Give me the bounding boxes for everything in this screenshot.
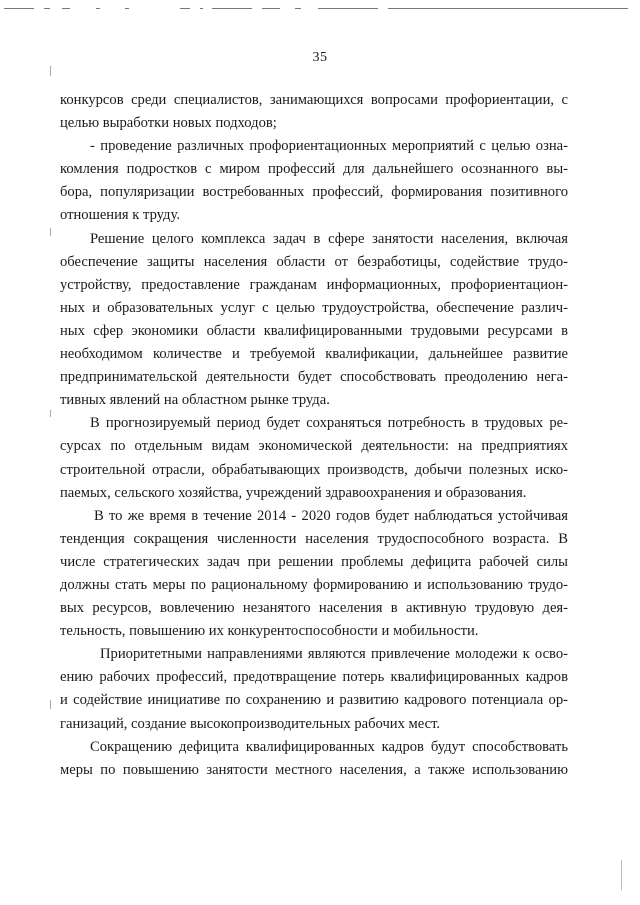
page-number: 35	[312, 50, 328, 65]
text-line: бора, популяризации востребованных профессий, формирования позитивного	[60, 184, 568, 201]
text-line: вых ресурсов, вовлечению незанятого населения в активную трудовую дея-	[60, 600, 568, 617]
paragraph	[60, 643, 568, 735]
paragraph	[60, 736, 568, 782]
text-line: сурсах по отдельным видам экономической деятельности: на предприятиях	[60, 438, 568, 455]
text-line: паемых, сельского хозяйства, учреждений здравоохранения и образования.	[60, 484, 527, 501]
text-line: предпринимательской деятельности будет способствовать преодолению нега-	[60, 369, 568, 386]
text-line: Приоритетными направлениями являются привлечение молодежи к осво-	[100, 646, 568, 663]
text-line: тельность, повышению их конкурентоспособности и мобильности.	[60, 623, 479, 640]
text-line: меры по повышению занятости местного населения, а также использованию	[60, 761, 568, 778]
text-line: конкурсов среди специалистов, занимающихся вопросами профориентации, с	[60, 92, 568, 108]
text-line: устройству, предоставление гражданам информационных, профориентацион-	[60, 276, 568, 293]
scan-left-mark	[50, 700, 51, 709]
text-line: - проведение различных профориентационных мероприятий с целью озна-	[90, 138, 568, 155]
paragraph	[60, 412, 568, 504]
paragraph	[60, 228, 568, 413]
text-line: ных сфер экономики области квалифицированными трудовыми ресурсами в	[60, 322, 568, 339]
text-line: ению рабочих профессий, предотвращение потерь квалифицированных кадров	[60, 669, 568, 686]
scan-left-mark	[50, 228, 51, 236]
text-line: ных и образовательных услуг с целью трудоустройства, обеспечение различ-	[60, 299, 568, 316]
text-line: В прогнозируемый период будет сохраняться потребность в трудовых ре-	[90, 415, 568, 432]
text-line: В то же время в течение 2014 - 2020 годов будет наблюдаться устойчивая	[94, 507, 568, 524]
paragraph	[60, 505, 568, 644]
text-line: строительной отрасли, обрабатывающих производств, добычи полезных иско-	[60, 461, 568, 478]
text-line: обеспечение защиты населения области от безработицы, содействие трудо-	[60, 253, 568, 270]
text-line: необходимом количестве и требуемой квалификации, дальнейшее развитие	[60, 346, 568, 363]
text-line: целью выработки новых подходов;	[60, 115, 277, 132]
text-line: отношения к труду.	[60, 207, 180, 224]
text-line: Сокращению дефицита квалифицированных кадров будут способствовать	[90, 738, 568, 755]
document-body	[60, 89, 568, 782]
text-line: тивных явлений на областном рынке труда.	[60, 392, 330, 409]
text-line: тенденция сокращения численности населения трудоспособного возраста. В	[60, 530, 568, 547]
text-line: комления подростков с миром профессий для дальнейшего осознанного вы-	[60, 161, 568, 178]
paragraph	[60, 135, 568, 227]
text-line: числе стратегических задач при решении проблемы дефицита рабочей силы	[60, 553, 568, 570]
scan-left-mark	[50, 410, 51, 417]
text-line: и содействие инициативе по сохранению и развитию кадрового потенциала ор-	[60, 692, 568, 709]
scan-top-edge	[0, 8, 640, 10]
text-line: ганизаций, создание высокопроизводительных рабочих мест.	[60, 715, 441, 732]
text-line: Решение целого комплекса задач в сфере занятости населения, включая	[90, 230, 568, 247]
scan-left-mark	[50, 66, 51, 76]
paragraph	[60, 89, 568, 135]
text-line: должны стать меры по рациональному формированию и использованию трудо-	[60, 576, 568, 593]
scan-right-mark	[621, 860, 622, 890]
